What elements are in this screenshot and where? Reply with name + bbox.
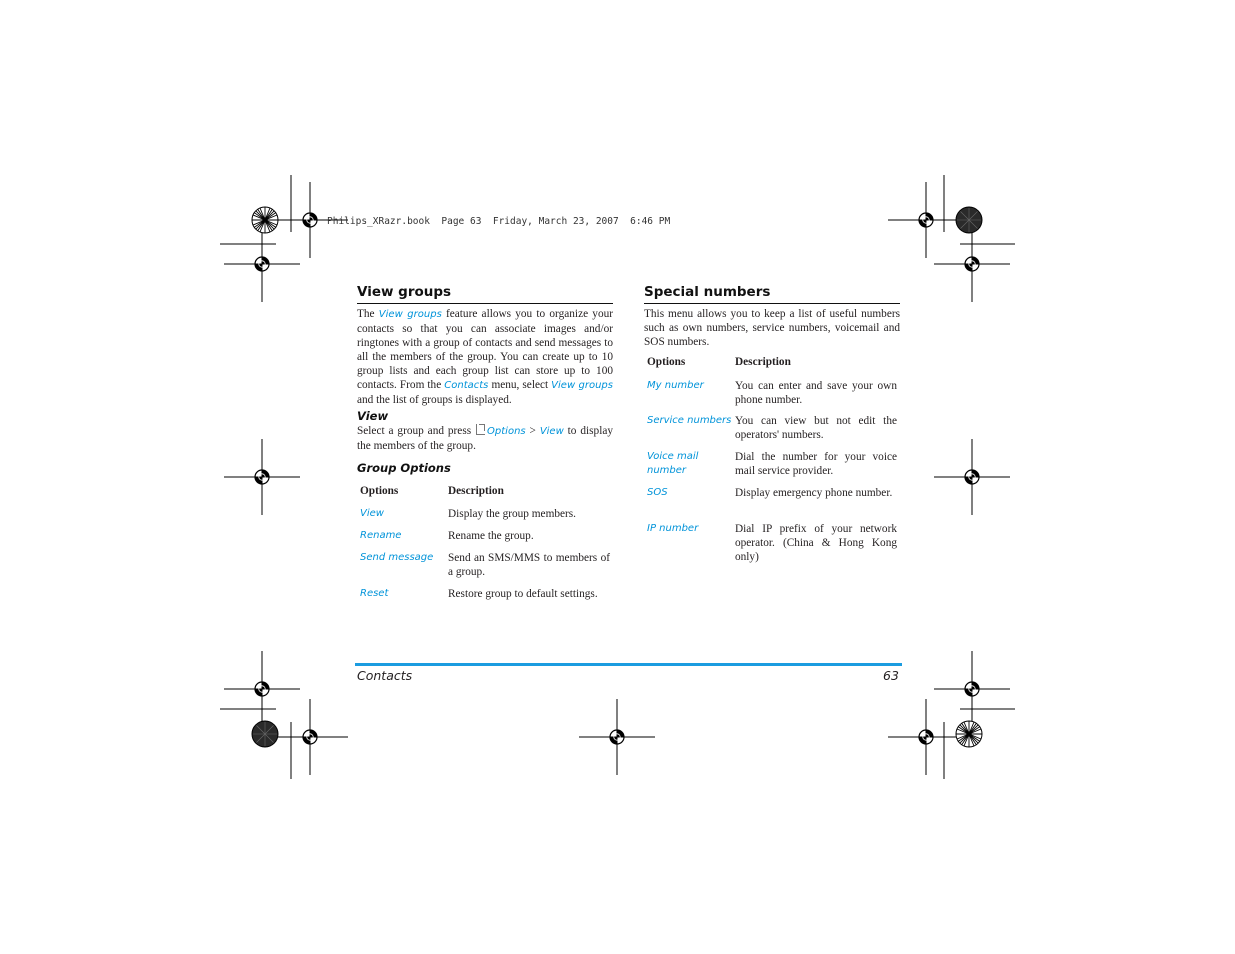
view-groups-intro: The View groups feature allows you to organize your contacts so that you can associate images and/or ringtones with a group of contacts and send messages to all the members of the group. You can create up to 10 group lists and each group list can store up to 100 contacts. From the Contacts menu, select View groups and the list of groups is displayed. [357, 308, 614, 406]
option-voice-mail-number: Voice mail number [647, 451, 699, 476]
section-title-view-groups: View groups [357, 284, 452, 300]
option-service-numbers-description: You can view but not edit the operators' numbers. [735, 415, 897, 441]
option-ip-number-description: Dial IP prefix of your network operator. (China & Hong Kong only) [735, 523, 897, 563]
section-rule [357, 303, 613, 304]
option-service-numbers: Service numbers [647, 415, 732, 426]
table-header-description: Description [735, 356, 791, 368]
special-numbers-intro: This menu allows you to keep a list of useful numbers such as own numbers, service numbers, voicemail and SOS numbers. [644, 308, 900, 348]
menu-key-icon [476, 424, 485, 435]
footer-rule [355, 663, 902, 666]
subheading-view: View [357, 409, 389, 423]
section-title-special-numbers: Special numbers [644, 284, 771, 300]
option-send-message-description: Send an SMS/MMS to members of a group. [448, 552, 610, 578]
table-header-description: Description [448, 485, 504, 497]
option-rename-description: Rename the group. [448, 530, 534, 542]
option-view-description: Display the group members. [448, 508, 577, 520]
view-instructions: Select a group and press Options > View to display the members of the group. [357, 425, 613, 452]
option-ip-number: IP number [647, 523, 699, 534]
option-view: View [360, 508, 384, 519]
section-rule [644, 303, 900, 304]
subheading-group-options: Group Options [357, 461, 451, 475]
table-header-options: Options [360, 485, 399, 497]
option-sos-description: Display emergency phone number. [735, 487, 893, 499]
option-rename: Rename [360, 530, 402, 541]
options-link: Options [487, 426, 526, 437]
page-number: 63 [883, 668, 899, 683]
option-my-number: My number [647, 380, 704, 391]
view-groups-link-2: View groups [551, 380, 613, 391]
view-groups-link: View groups [378, 309, 442, 320]
print-header: Philips_XRazr.book Page 63 Friday, March 23, 2007 6:46 PM [327, 216, 671, 227]
option-my-number-description: You can enter and save your own phone number. [735, 380, 897, 406]
option-reset-description: Restore group to default settings. [448, 588, 598, 600]
option-reset: Reset [360, 588, 389, 599]
option-sos: SOS [647, 487, 668, 498]
table-header-options: Options [647, 356, 686, 368]
view-link: View [539, 426, 564, 437]
contacts-link: Contacts [444, 380, 489, 391]
footer-section-name: Contacts [357, 668, 413, 683]
option-voice-mail-number-description: Dial the number for your voice mail service provider. [735, 451, 897, 477]
option-send-message: Send message [360, 552, 434, 563]
